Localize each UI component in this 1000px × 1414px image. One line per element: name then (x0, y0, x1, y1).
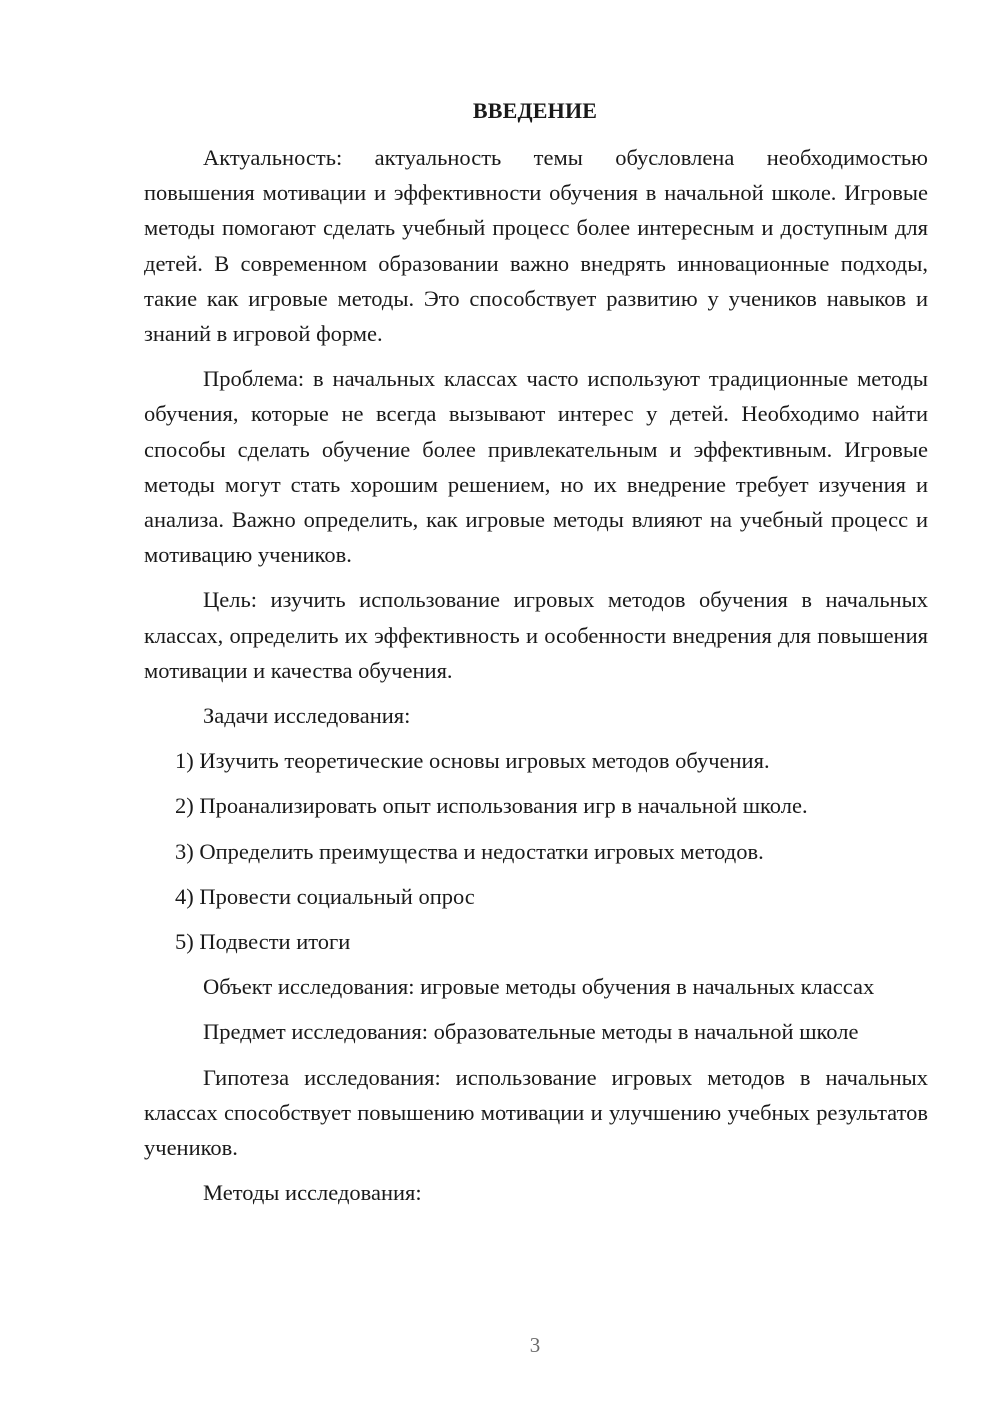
task-list-item: 5) Подвести итоги (175, 929, 351, 955)
task-list-item: 2) Проанализировать опыт использования игр в начальной школе. (175, 793, 808, 819)
subject-paragraph: Предмет исследования: образовательные методы в начальной школе (203, 1019, 859, 1045)
hypothesis-paragraph: Гипотеза исследования: использование игровых методов в начальных классах способствует повышению мотивации и улучшению учебных результатов учеников. (144, 1064, 928, 1161)
task-list-item: 1) Изучить теоретические основы игровых методов обучения. (175, 748, 770, 774)
page-title: ВВЕДЕНИЕ (472, 98, 598, 123)
page-number: 3 (529, 1333, 541, 1357)
tasks-heading: Задачи исследования: (203, 703, 411, 729)
task-list-item: 3) Определить преимущества и недостатки игровых методов. (175, 838, 764, 864)
relevance-paragraph: Актуальность: актуальность темы обусловлена необходимостью повышения мотивации и эффективности обучения в начальной школе. Игровые методы помогают сделать учебный процесс более интересным и доступным для детей. В современном образовании важно внедрять инновационные подходы, такие как игровые методы. Это способствует развитию у учеников навыков и знаний в игровой форме. (144, 145, 928, 347)
document-body (144, 140, 928, 1220)
goal-paragraph: Цель: изучить использование игровых методов обучения в начальных классах, определить их эффективность и особенности внедрения для повышения мотивации и качества обучения. (144, 587, 928, 683)
problem-paragraph: Проблема: в начальных классах часто используют традиционные методы обучения, которые не всегда вызывают интерес у детей. Необходимо найти способы сделать обучение более привлекательным и эффективным. Игровые методы могут стать хорошим решением, но их внедрение требует изучения и анализа. Важно определить, как игровые методы влияют на учебный процесс и мотивацию учеников. (144, 366, 928, 568)
task-list-item: 4) Провести социальный опрос (175, 883, 475, 909)
object-paragraph: Объект исследования: игровые методы обучения в начальных классах (203, 974, 875, 1000)
methods-heading: Методы исследования: (203, 1180, 422, 1206)
